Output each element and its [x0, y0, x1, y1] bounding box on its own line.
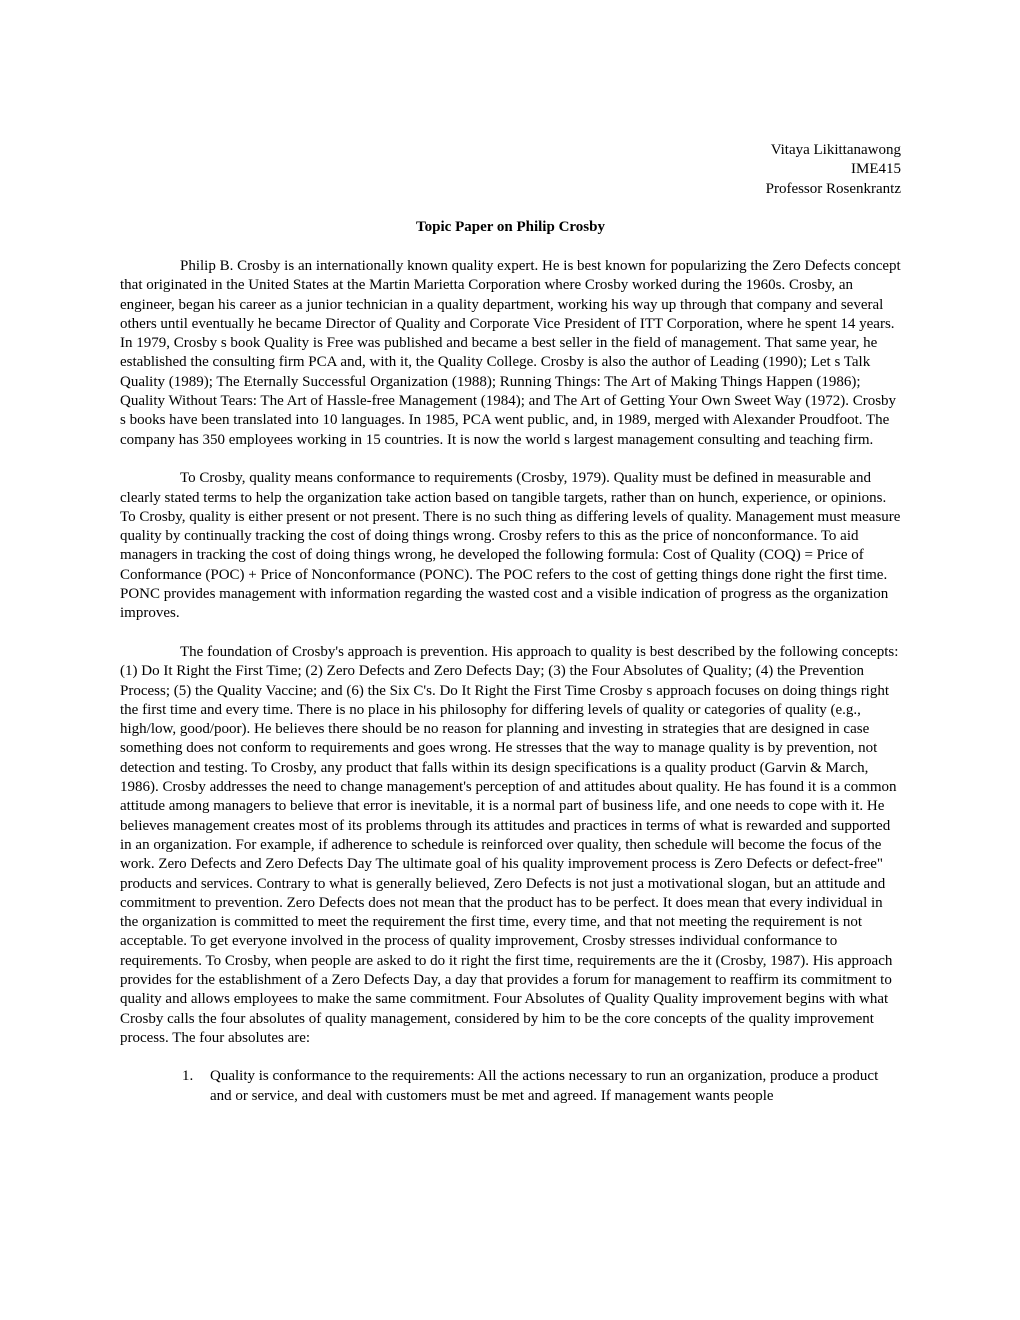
list-item-text: Quality is conformance to the requirements: All the actions necessary to run an organization, produce a product and or service, and deal with customers must be met and agreed. If management wants people: [210, 1068, 879, 1104]
four-absolutes-list: [120, 1067, 901, 1106]
course-code: IME415: [851, 161, 901, 178]
paper-title: Topic Paper on Philip Crosby: [416, 219, 605, 235]
paragraph-prevention-approach: The foundation of Crosby's approach is prevention. His approach to quality is best described by the following concepts: (1) Do It Right the First Time; (2) Zero Defects and Zero Defects Day; (3) the Four Absolutes of Quality; (4) the Prevention Process; (5) the Quality Vaccine; and (6) the Six C's. Do It Right the First Time Crosby s approach focuses on doing things right the first time and every time. There is no place in his philosophy for differing levels of quality or categories of quality (e.g., high/low, good/poor). He believes there should be no reason for planning and investing in strategies that are designed in case something does not conform to requirements and goes wrong. He stresses that the way to manage quality is by prevention, not detection and testing. To Crosby, any product that falls within its design specifications is a quality product (Garvin & March, 1986). Crosby addresses the need to change management's perception of and attitudes about quality. He has found it is a common attitude among managers to believe that error is inevitable, it is a normal part of business life, and one needs to cope with it. He believes management creates most of its problems through its attitudes and practices in terms of what is rewarded and supported in an organization. For example, if adherence to schedule is reinforced over quality, then schedule will become the focus of the work. Zero Defects and Zero Defects Day The ultimate goal of his quality improvement process is Zero Defects or defect-free" products and services. Contrary to what is generally believed, Zero Defects is not just a motivational slogan, but an attitude and commitment to prevention. Zero Defects does not mean that the product has to be perfect. It does mean that every individual in the organization is committed to meet the requirement the first time, every time, and that not meeting the requirement is not acceptable. To get everyone involved in the process of quality improvement, Crosby stresses individual conformance to requirements. To Crosby, when people are asked to do it right the first time, requirements are the it (Crosby, 1987). His approach provides for the establishment of a Zero Defects Day, a day that provides a forum for management to reaffirm its commitment to quality and allows employees to make the same commitment. Four Absolutes of Quality Quality improvement begins with what Crosby calls the four absolutes of quality management, considered by him to be the core concepts of the quality improvement process. The four absolutes are:: [120, 643, 899, 1046]
professor-name: Professor Rosenkrantz: [765, 180, 901, 197]
document-page: [120, 0, 901, 1320]
author-name: Vitaya Likittanawong: [770, 142, 901, 158]
paper-header: [766, 141, 901, 199]
paragraph-crosby-biography: Philip B. Crosby is an internationally known quality expert. He is best known for popularizing the Zero Defects concept that originated in the United States at the Martin Marietta Corporation where Crosby worked during the 1960s. Crosby, an engineer, began his career as a junior technician in a quality department, working his way up through that company and several others until eventually he became Director of Quality and Corporate Vice President of ITT Corporation, where he spent 14 years. In 1979, Crosby s book Quality is Free was published and became a best seller in the field of management. That same year, he established the consulting firm PCA and, with it, the Quality College. Crosby is also the author of Leading (1990); Let s Talk Quality (1989); The Eternally Successful Organization (1988); Running Things: The Art of Making Things Happen (1986); Quality Without Tears: The Art of Hassle-free Management (1984); and The Art of Getting Your Own Sweet Way (1972). Crosby s books have been translated into 10 languages. In 1985, PCA went public, and, in 1989, merged with Alexander Proudfoot. The company has 350 employees working in 15 countries. It is now the world s largest management consulting and teaching firm.: [120, 258, 901, 448]
paragraph-quality-definition: To Crosby, quality means conformance to requirements (Crosby, 1979). Quality must be defined in measurable and clearly stated terms to help the organization take action based on tangible targets, rather than on hunch, experience, or opinions. To Crosby, quality is either present or not present. There is no such thing as differing levels of quality. Management must measure quality by continually tracking the cost of doing things wrong. Crosby refers to this as the price of nonconformance. To aid managers in tracking the cost of doing things wrong, he developed the following formula: Cost of Quality (COQ) = Price of Conformance (POC) + Price of Nonconformance (PONC). The POC refers to the cost of getting things done right the first time. PONC provides management with information regarding the wasted cost and a visible indication of progress as the organization improves.: [120, 470, 901, 622]
list-item: [120, 1067, 901, 1106]
list-item-number: 1.: [182, 1068, 194, 1085]
paper-body: [120, 257, 901, 1106]
